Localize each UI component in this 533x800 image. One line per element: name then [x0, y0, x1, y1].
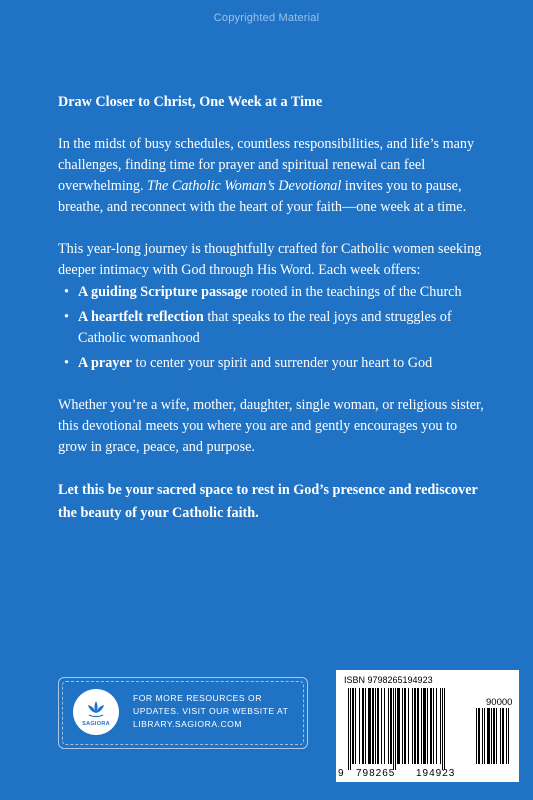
list-item-bold: A heartfelt reflection: [78, 309, 204, 325]
barcode-bar: [493, 708, 495, 764]
barcode-bar: [427, 688, 428, 764]
barcode-bar: [502, 708, 504, 764]
barcode-bar: [478, 708, 480, 764]
barcode-bar: [359, 688, 360, 764]
barcode-bar: [375, 688, 376, 764]
list-item-text: rooted in the teachings of the Church: [247, 284, 462, 300]
barcode-bar: [433, 688, 434, 764]
barcode-bar: [388, 688, 389, 764]
barcode-bar: [372, 688, 374, 764]
barcode-bar: [482, 708, 483, 764]
barcode-bar: [377, 688, 379, 764]
barcode-bar: [365, 688, 366, 764]
price-code: 90000: [486, 697, 513, 708]
barcode-digit-lead: 9: [338, 768, 345, 779]
barcode-bar: [390, 688, 392, 764]
journey-paragraph: This year-long journey is thoughtfully crafted for Catholic women seeking deeper intimacy with God through His Word. Each week offers:: [58, 241, 482, 278]
promo-text: FOR MORE RESOURCES OR UPDATES. VISIT OUR WEBSITE AT LIBRARY.SAGIORA.COM: [133, 693, 289, 729]
list-item: [64, 353, 488, 374]
intro-paragraph: [58, 134, 488, 218]
list-item-bold: A guiding Scripture passage: [78, 284, 248, 300]
barcode-bar: [442, 688, 443, 770]
barcode-bar: [491, 708, 492, 764]
book-title: The Catholic Woman’s Devotional: [147, 178, 342, 194]
barcode-bar: [355, 688, 356, 764]
barcode-bar: [402, 688, 403, 764]
intro-text-after: invites you to pause, breathe, and reconnect with the heart of your faith—one week at a time.: [58, 178, 467, 215]
barcode-bar: [496, 708, 497, 764]
barcode-bar: [436, 688, 437, 764]
barcode-bar: [440, 688, 441, 764]
list-item: [64, 282, 488, 303]
barcode-bar: [384, 688, 385, 764]
isbn-label: ISBN 9798265194923: [344, 675, 433, 685]
weekly-features-list: [58, 282, 488, 374]
barcode-bar: [352, 688, 354, 764]
barcode-bar: [404, 688, 406, 764]
barcode-bar: [423, 688, 426, 764]
barcode-digits-left: 798265: [356, 768, 396, 779]
barcode-digits-right: 194923: [416, 768, 456, 779]
sagiora-logo: [73, 689, 119, 735]
list-item-text: to center your spirit and surrender your heart to God: [131, 355, 433, 371]
bullet: •: [64, 355, 69, 371]
intro-text-before: In the midst of busy schedules, countless responsibilities, and life’s many challenges, finding time for prayer and spiritual renewal can feel overwhelming.: [58, 136, 475, 194]
logo-wordmark: SAGIORA: [82, 720, 110, 727]
barcode-bar: [421, 688, 422, 764]
barcode-bar: [381, 688, 382, 764]
whether-paragraph: Whether you’re a wife, mother, daughter, single woman, or religious sister, this devotional meets you where you are and gently encourages you to grow in grace, peace, and purpose.: [58, 397, 484, 455]
barcode-bar: [417, 688, 419, 764]
barcode-bar: [408, 688, 409, 764]
barcode-bar: [506, 708, 507, 764]
section-heading: Draw Closer to Christ, One Week at a Time: [58, 94, 323, 110]
barcode-bar: [412, 688, 413, 764]
barcode-bar: [348, 688, 349, 770]
barcode-bar: [395, 688, 396, 770]
bullet: •: [64, 309, 69, 325]
barcode-bar: [362, 688, 364, 764]
barcode-bar: [508, 708, 509, 764]
barcode-bar: [350, 688, 351, 770]
barcode-bar: [397, 688, 400, 764]
list-item-text: that speaks to the real joys and struggles of Catholic womanhood: [78, 309, 452, 346]
barcode-bar: [444, 688, 445, 770]
list-item-bold: A prayer: [78, 355, 132, 371]
lotus-icon: [85, 698, 107, 720]
barcode-bar: [414, 688, 416, 764]
addon-barcode-bars: [476, 708, 514, 770]
closing-statement: Let this be your sacred space to rest in God’s presence and rediscover the beauty of your Catholic faith.: [58, 482, 478, 521]
barcode-bar: [368, 688, 371, 764]
barcode-bar: [484, 708, 485, 764]
barcode-bars: [348, 688, 472, 770]
bullet: •: [64, 284, 69, 300]
isbn-barcode: [336, 670, 519, 782]
barcode-bar: [430, 688, 432, 764]
barcode-bar: [487, 708, 490, 764]
barcode-bar: [476, 708, 477, 764]
copyright-notice: Copyrighted Material: [213, 12, 320, 24]
back-cover-text: [58, 92, 488, 546]
resources-promo-box: [58, 677, 308, 749]
barcode-bar: [500, 708, 501, 764]
barcode-bar: [393, 688, 394, 770]
list-item: [64, 307, 488, 349]
